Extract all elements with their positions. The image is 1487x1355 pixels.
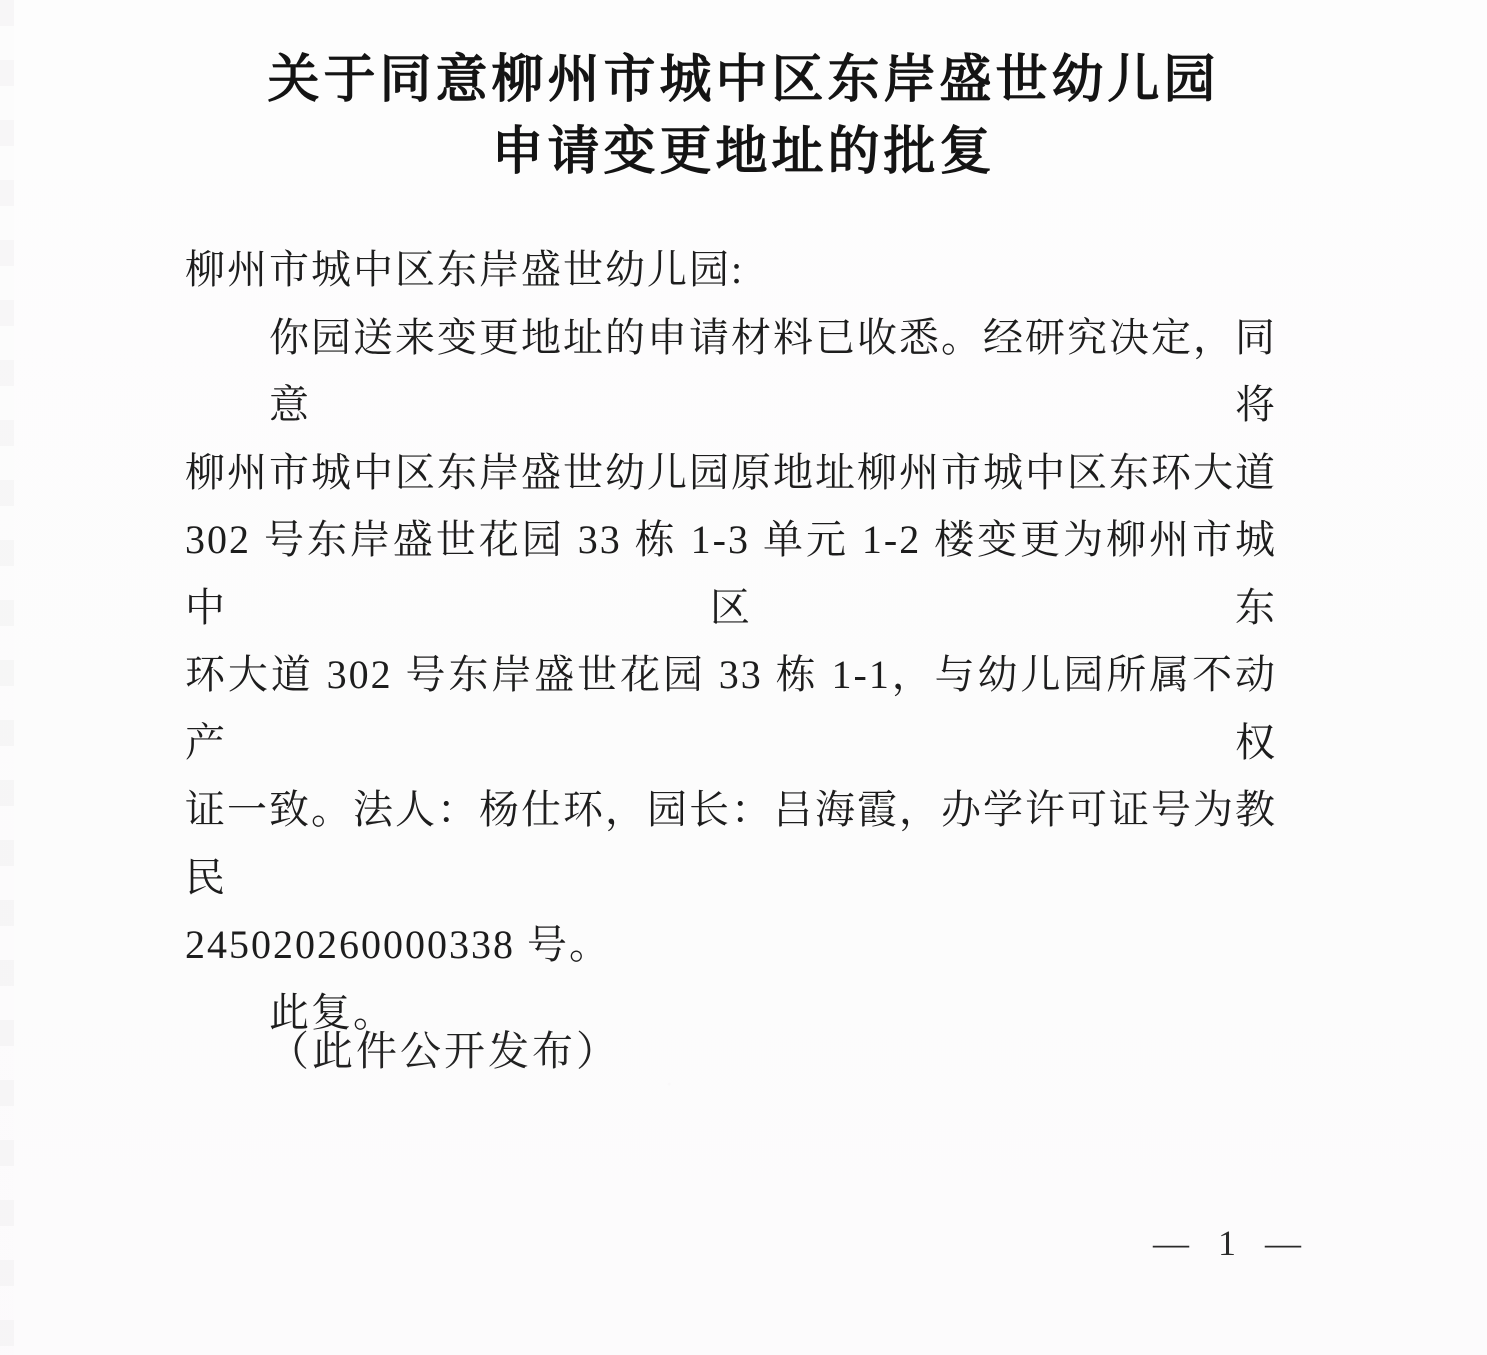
document-title	[0, 44, 1487, 188]
body-paragraph-line: 证一致。法人：杨仕环，园长：吕海霞，办学许可证号为教民	[185, 787, 1277, 900]
document-body	[185, 236, 1277, 1046]
closing-phrase: 此复。	[269, 989, 395, 1035]
body-paragraph-line: 柳州市城中区东岸盛世幼儿园原地址柳州市城中区东环大道	[185, 449, 1277, 495]
scan-edge-artifact	[0, 0, 14, 1355]
page-number: — 1 —	[1153, 1223, 1311, 1263]
body-paragraph-line: 你园送来变更地址的申请材料已收悉。经研究决定，同意将	[269, 314, 1277, 427]
document-title-line-2: 申请变更地址的批复	[491, 123, 996, 181]
document-title-line-1: 关于同意柳州市城中区东岸盛世幼儿园	[267, 51, 1220, 109]
recipient-salutation: 柳州市城中区东岸盛世幼儿园:	[185, 247, 745, 292]
body-paragraph-line: 环大道 302 号东岸盛世花园 33 栋 1-1，与幼儿园所属不动产权	[185, 652, 1277, 765]
body-paragraph-line: 245020260000338 号。	[185, 922, 611, 967]
body-paragraph-line: 302 号东岸盛世花园 33 栋 1-3 单元 1-2 楼变更为柳州市城中区东	[185, 517, 1277, 630]
public-release-note: （此件公开发布）	[268, 1028, 620, 1074]
